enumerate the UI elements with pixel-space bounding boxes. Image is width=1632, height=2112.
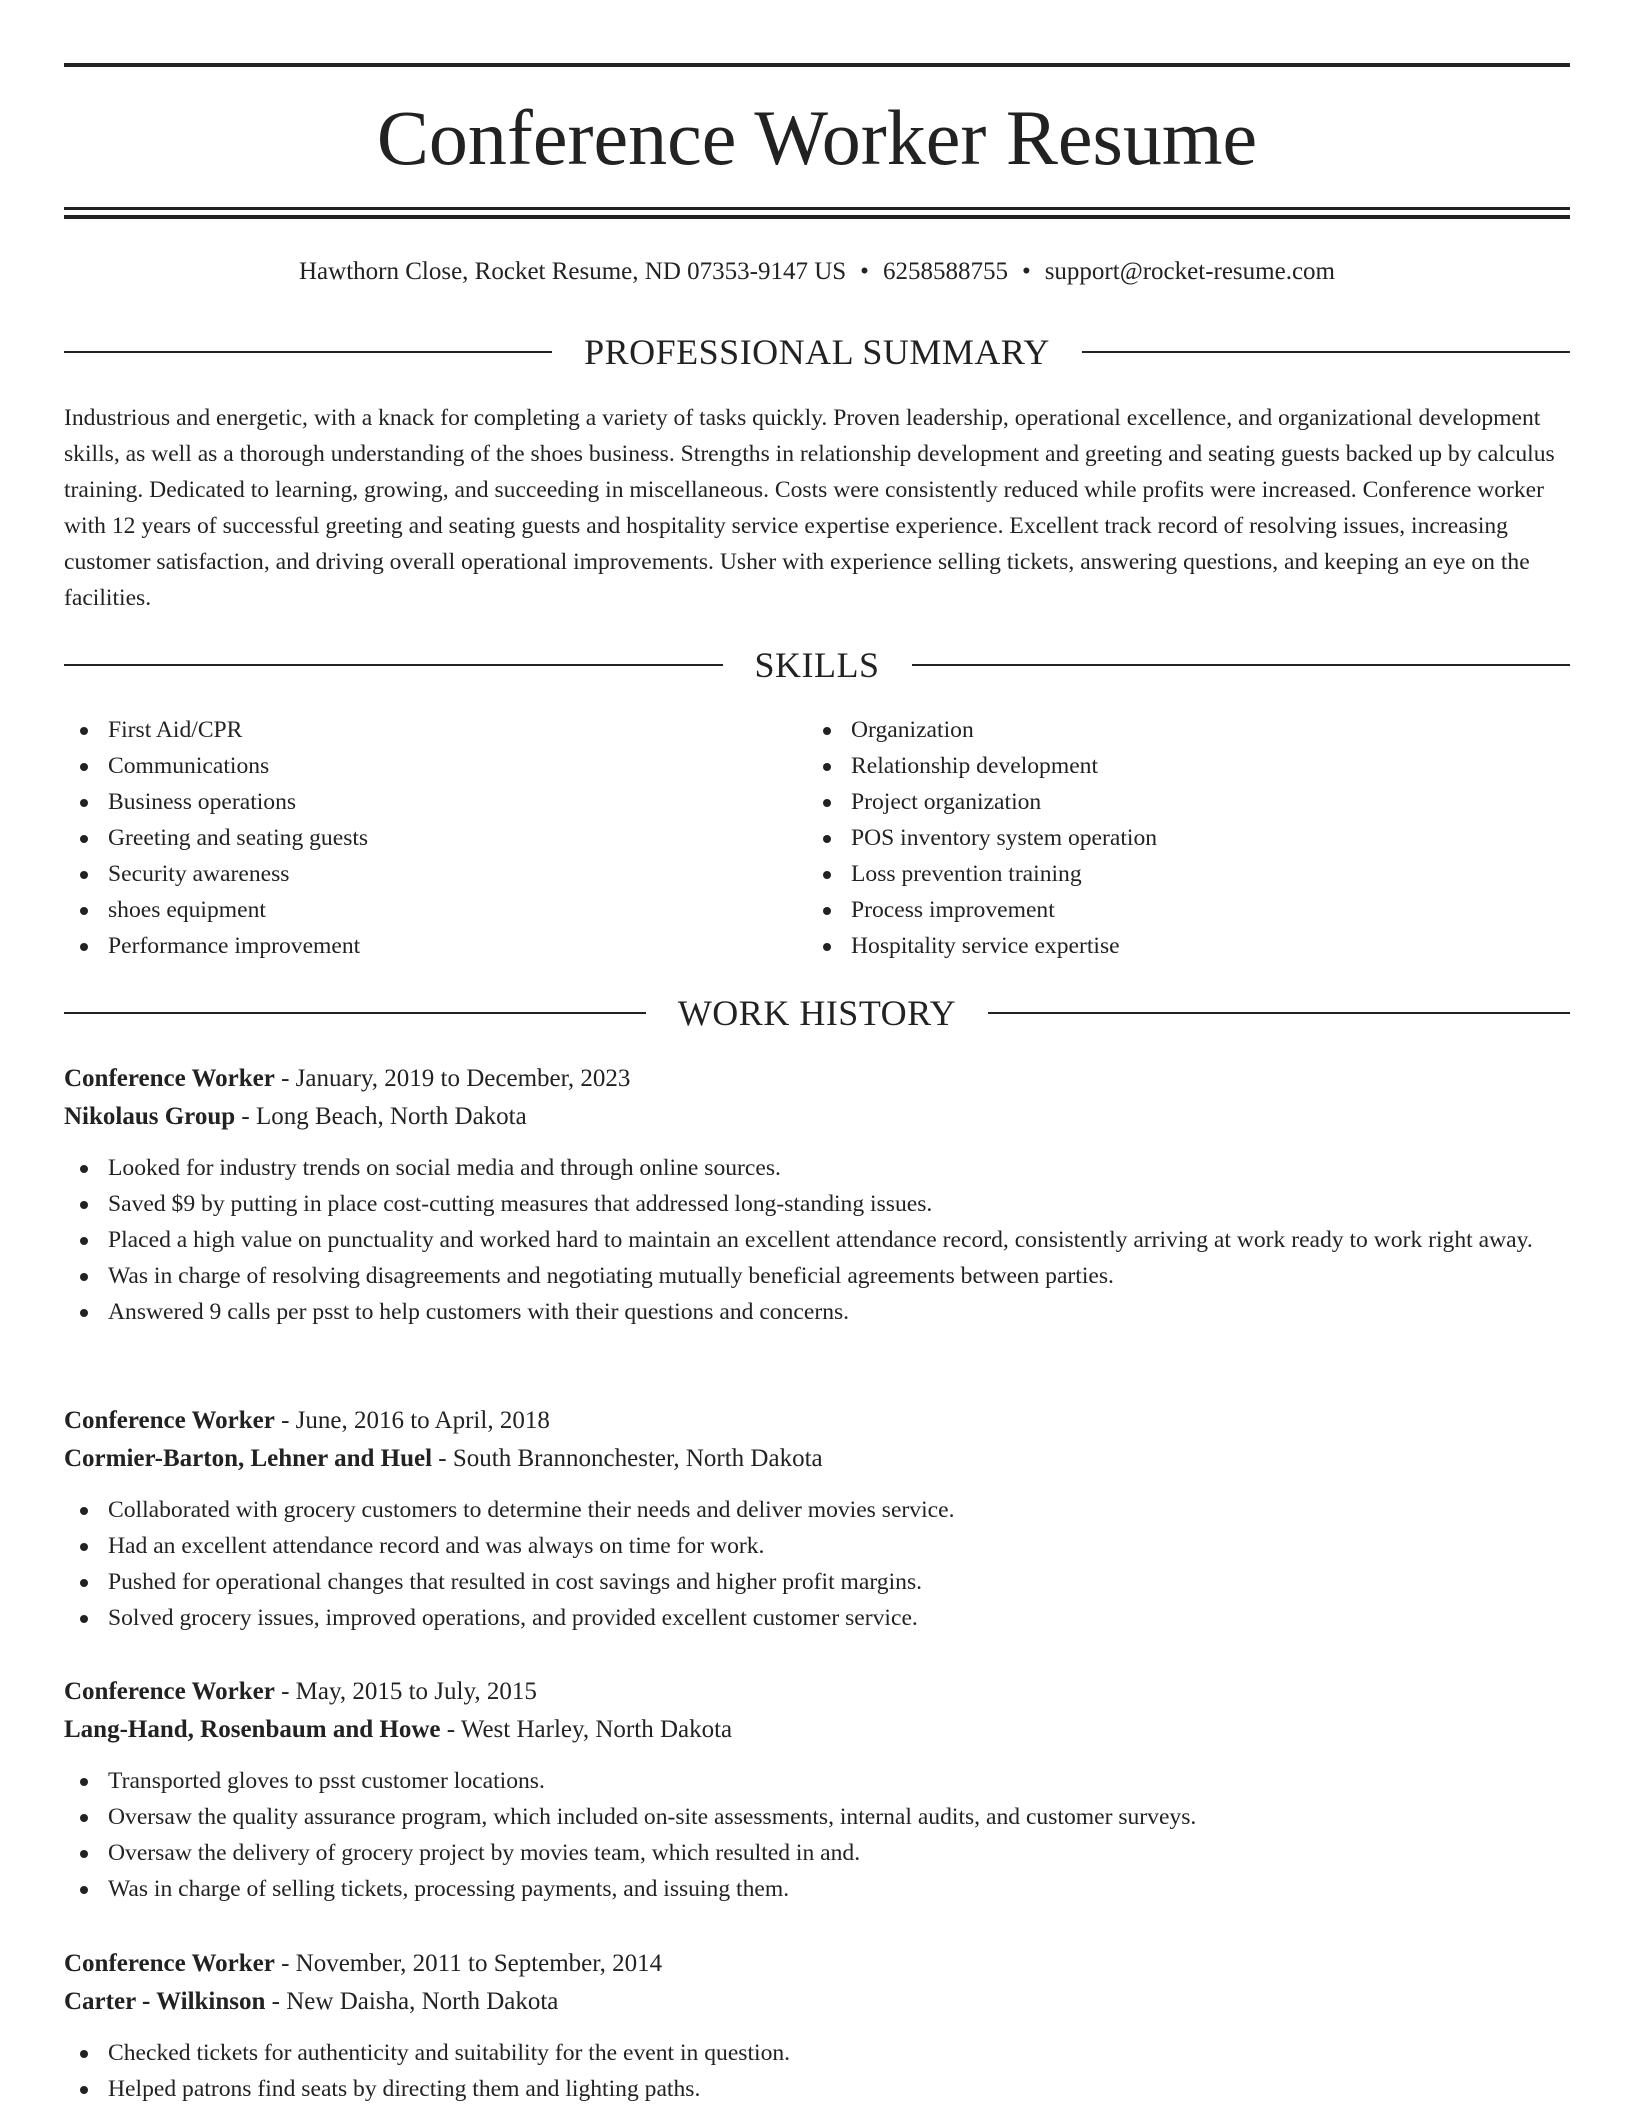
skills-heading-row	[64, 643, 1570, 687]
skill-item: shoes equipment	[64, 892, 804, 928]
job-bullet: Looked for industry trends on social media and through online sources.	[64, 1150, 1570, 1186]
contact-line	[64, 254, 1570, 290]
job-bullet: Collaborated with grocery customers to determine their needs and deliver movies service.	[64, 1492, 1570, 1528]
heading-rule-right	[988, 1012, 1570, 1014]
contact-email: support@rocket-resume.com	[1044, 258, 1335, 285]
top-rule	[64, 63, 1570, 67]
job-company-line	[64, 1440, 1570, 1478]
skill-item: POS inventory system operation	[807, 820, 1547, 856]
job-bullets	[64, 1763, 1570, 1907]
job-bullet: Solved grocery issues, improved operations, and provided excellent customer service.	[64, 1600, 1570, 1636]
contact-separator: •	[860, 258, 869, 285]
job-bullet: Was in charge of selling tickets, processing payments, and issuing them.	[64, 1871, 1570, 1907]
skills-right-column	[807, 712, 1547, 964]
skill-item: Performance improvement	[64, 928, 804, 964]
contact-separator: •	[1021, 258, 1031, 285]
job-bullet: Placed a high value on punctuality and worked hard to maintain an excellent attendance record, consistently arriving at work ready to work right away.	[64, 1222, 1570, 1258]
job-bullet: Oversaw the quality assurance program, which included on-site assessments, internal audits, and customer surveys.	[64, 1799, 1570, 1835]
skill-item: Process improvement	[807, 892, 1547, 928]
job-bullet: Transported gloves to psst customer locations.	[64, 1763, 1570, 1799]
job-company: Cormier-Barton, Lehner and Huel	[64, 1445, 433, 1472]
skill-item: First Aid/CPR	[64, 712, 804, 748]
job-title: Conference Worker	[64, 1950, 275, 1977]
skills-heading: SKILLS	[754, 645, 880, 685]
skill-item: Organization	[807, 712, 1547, 748]
job-bullet: Oversaw the delivery of grocery project by movies team, which resulted in and.	[64, 1835, 1570, 1871]
title-rule-upper	[64, 207, 1570, 210]
job-bullet: Checked tickets for authenticity and suitability for the event in question.	[64, 2035, 1570, 2071]
job-bullet: Was in charge of resolving disagreements and negotiating mutually beneficial agreements between parties.	[64, 1258, 1570, 1294]
resume-title: Conference Worker Resume	[376, 94, 1258, 181]
job-entry	[64, 1402, 1570, 1636]
job-location: - South Brannonchester, North Dakota	[432, 1445, 823, 1472]
heading-rule-left	[64, 1012, 646, 1014]
job-bullet: Saved $9 by putting in place cost-cutting measures that addressed long-standing issues.	[64, 1186, 1570, 1222]
summary-text: Industrious and energetic, with a knack for completing a variety of tasks quickly. Proven leadership, operational excellence, and organizational development skills, as well as a thorough understanding of the shoes business. Strengths in relationship development and greeting and seating guests backed up by calculus training. Dedicated to learning, growing, and succeeding in miscellaneous. Costs were consistently reduced while profits were increased. Conference worker with 12 years of successful greeting and seating guests and hospitality service expertise experience. Excellent track record of resolving issues, increasing customer satisfaction, and driving overall operational improvements. Usher with experience selling tickets, answering questions, and keeping an eye on the facilities.	[64, 405, 1555, 611]
job-title-line	[64, 1402, 1570, 1440]
job-title: Conference Worker	[64, 1065, 275, 1092]
job-bullets	[64, 2035, 1570, 2107]
skill-item: Business operations	[64, 784, 804, 820]
skill-item: Loss prevention training	[807, 856, 1547, 892]
skill-item: Security awareness	[64, 856, 804, 892]
skill-item: Greeting and seating guests	[64, 820, 804, 856]
job-bullet: Had an excellent attendance record and was always on time for work.	[64, 1528, 1570, 1564]
job-company: Lang-Hand, Rosenbaum and Howe	[64, 1716, 441, 1743]
title-rule-lower	[64, 215, 1570, 219]
job-location: - Long Beach, North Dakota	[235, 1103, 527, 1130]
heading-rule-right	[912, 664, 1571, 666]
summary-heading-row	[64, 330, 1570, 374]
skill-item: Relationship development	[807, 748, 1547, 784]
job-title-line	[64, 1060, 1570, 1098]
job-company: Nikolaus Group	[64, 1103, 236, 1130]
job-company-line	[64, 1098, 1570, 1136]
job-title: Conference Worker	[64, 1407, 275, 1434]
skill-item: Hospitality service expertise	[807, 928, 1547, 964]
job-entry	[64, 1945, 1570, 2107]
work-heading-row	[64, 991, 1570, 1035]
job-title-line	[64, 1673, 1570, 1711]
job-entry	[64, 1060, 1570, 1330]
job-title: Conference Worker	[64, 1678, 275, 1705]
skills-left-list	[64, 712, 804, 964]
job-company-line	[64, 1711, 1570, 1749]
job-dates: - June, 2016 to April, 2018	[274, 1407, 550, 1434]
work-history-heading: WORK HISTORY	[677, 993, 957, 1033]
job-company-line	[64, 1983, 1570, 2021]
job-bullets	[64, 1150, 1570, 1330]
job-bullet: Pushed for operational changes that resulted in cost savings and higher profit margins.	[64, 1564, 1570, 1600]
job-bullets	[64, 1492, 1570, 1636]
summary-heading: PROFESSIONAL SUMMARY	[584, 332, 1050, 372]
job-company: Carter - Wilkinson	[64, 1988, 266, 2015]
job-bullet: Answered 9 calls per psst to help customers with their questions and concerns.	[64, 1294, 1570, 1330]
job-dates: - May, 2015 to July, 2015	[274, 1678, 537, 1705]
job-title-line	[64, 1945, 1570, 1983]
heading-rule-left	[64, 351, 552, 353]
job-bullet: Helped patrons find seats by directing them and lighting paths.	[64, 2071, 1570, 2107]
job-dates: - November, 2011 to September, 2014	[274, 1950, 663, 1977]
job-location: - West Harley, North Dakota	[440, 1716, 733, 1743]
job-entry	[64, 1673, 1570, 1907]
heading-rule-right	[1082, 351, 1570, 353]
skill-item: Communications	[64, 748, 804, 784]
skills-left-column	[64, 712, 804, 964]
job-location: - New Daisha, North Dakota	[265, 1988, 559, 2015]
heading-rule-left	[64, 664, 723, 666]
contact-phone: 6258588755	[882, 258, 1008, 285]
skills-right-list	[807, 712, 1547, 964]
skill-item: Project organization	[807, 784, 1547, 820]
contact-address: Hawthorn Close, Rocket Resume, ND 07353-9147 US	[299, 258, 847, 285]
job-dates: - January, 2019 to December, 2023	[274, 1065, 631, 1092]
